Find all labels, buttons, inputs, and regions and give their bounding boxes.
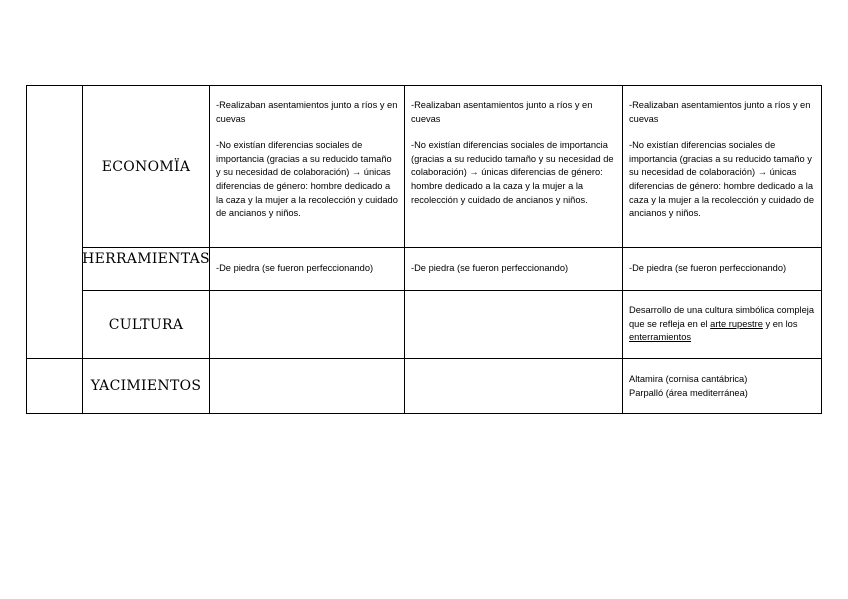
herramientas-col2-text: -De piedra (se fueron perfeccionando) [411,263,569,273]
economia-col1-p1: -Realizaban asentamientos junto a ríos y en cuevas [216,100,398,124]
economia-col3-p2: -No existían diferencias sociales de importancia (gracias a su reducido tamaño y su necesidad de colaboración) → únicas diferencias de género: hombre dedicado a la caza y la mujer a la recolección y cuidado de ancianos y niños. [629,140,815,219]
economia-col2-p1: -Realizaban asentamientos junto a ríos y en cuevas [411,100,593,124]
herramientas-label: HERRAMIENTAS [82,251,210,267]
enterramientos-link[interactable]: enterramientos [629,332,692,343]
row-header-economia [83,86,209,247]
economia-col3 [623,99,821,245]
herramientas-col1 [210,262,404,282]
economia-label: ECONOMÏA [101,158,191,175]
herramientas-col1-text: -De piedra (se fueron perfeccionando) [216,263,374,273]
row-header-cultura [83,291,209,358]
economia-col2-p2: -No existían diferencias sociales de importancia (gracias a su reducido tamaño y su necesidad de colaboración) → únicas diferencias de género: hombre dedicado a la caza y la mujer a la recolección y cuidado de ancianos y niños. [411,140,614,205]
cultura-text-pre: Desarrollo de una cultura simbólica compleja que se refleja en el [629,305,814,329]
cultura-text-mid: y en los [762,318,798,329]
herramientas-col2 [405,262,622,282]
herramientas-col3 [623,262,821,282]
economia-col1-p2: -No existían diferencias sociales de importancia (gracias a su reducido tamaño y su necesidad de colaboración) → únicas diferencias de género: hombre dedicado a la caza y la mujer a la recolección y cuidado de ancianos y niños. [216,140,398,219]
herramientas-col3-text: -De piedra (se fueron perfeccionando) [629,263,787,273]
row-header-yacimientos [83,359,209,413]
yacimiento-parpallo: Parpalló (área mediterránea) [629,387,748,398]
yacimiento-altamira: Altamira (cornisa cantábrica) [629,374,748,384]
economia-col3-p1: -Realizaban asentamientos junto a ríos y en cuevas [629,100,811,124]
rule-bottom [26,413,822,414]
yacimientos-col3 [623,373,821,411]
cultura-col3-text [629,304,815,345]
rule-right [821,85,822,414]
cultura-col3 [623,304,821,356]
economia-col2 [405,99,622,245]
arte-rupestre-link[interactable]: arte rupestre [710,318,763,329]
row-header-herramientas [83,248,209,270]
yacimientos-label: YACIMIENTOS [90,378,202,394]
cultura-label: CULTURA [108,316,184,333]
rule-left [26,85,27,414]
economia-col1 [210,99,404,245]
